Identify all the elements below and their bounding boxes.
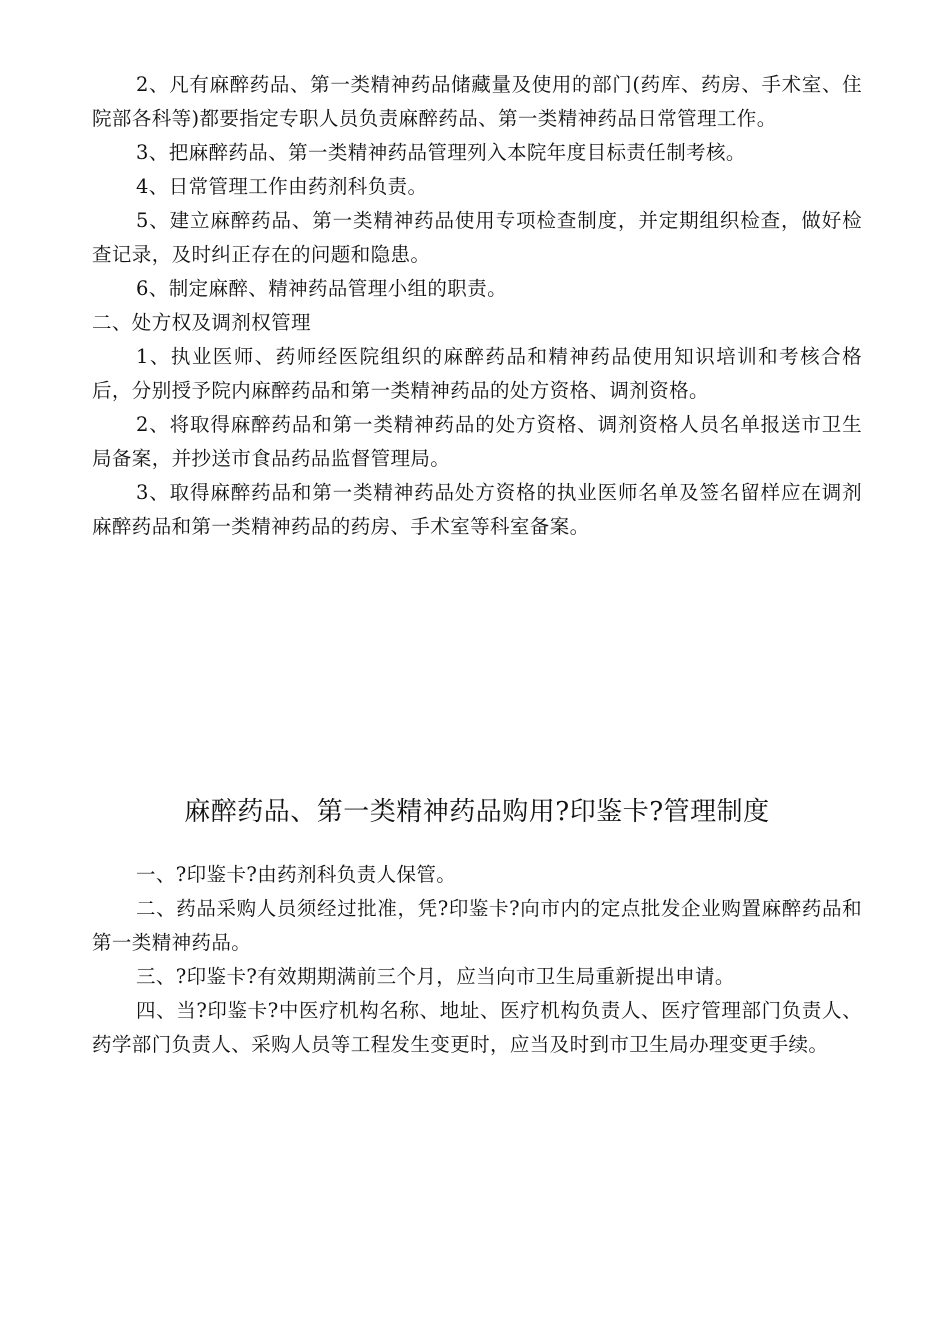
paragraph-rule-4: 四、当?印鉴卡?中医疗机构名称、地址、医疗机构负责人、医疗管理部门负责人、药学部门负责人、采购人员等工程发生变更时，应当及时到市卫生局办理变更手续。 (92, 999, 862, 1056)
paragraph-sub-item-3: 3、取得麻醉药品和第一类精神药品处方资格的执业医师名单及签名留样应在调剂麻醉药品和第一类精神药品的药房、手术室等科室备案。 (92, 481, 862, 538)
section-heading-prescription-rights: 二、处方权及调剂权管理 (92, 311, 311, 334)
regulation-section-2 (92, 858, 862, 1062)
paragraph-item-5: 5、建立麻醉药品、第一类精神药品使用专项检查制度，并定期组织检查，做好检查记录，及时纠正存在的问题和隐患。 (92, 209, 862, 266)
paragraph-item-6: 6、制定麻醉、精神药品管理小组的职责。 (136, 277, 508, 300)
paragraph-sub-item-2: 2、将取得麻醉药品和第一类精神药品的处方资格、调剂资格人员名单报送市卫生局备案，并抄送市食品药品监督管理局。 (92, 413, 862, 470)
regulation-section-1 (92, 68, 862, 544)
paragraph-sub-item-1: 1、执业医师、药师经医院组织的麻醉药品和精神药品使用知识培训和考核合格后，分别授予院内麻醉药品和第一类精神药品的处方资格、调剂资格。 (92, 345, 862, 402)
paragraph-rule-1: 一、?印鉴卡?由药剂科负责人保管。 (136, 863, 457, 886)
paragraph-item-3: 3、把麻醉药品、第一类精神药品管理列入本院年度目标责任制考核。 (136, 141, 746, 164)
paragraph-item-2: 2、凡有麻醉药品、第一类精神药品储藏量及使用的部门(药库、药房、手术室、住院部各科等)都要指定专职人员负责麻醉药品、第一类精神药品日常管理工作。 (92, 73, 862, 130)
paragraph-item-4: 4、日常管理工作由药剂科负责。 (136, 175, 428, 198)
paragraph-rule-2: 二、药品采购人员须经过批准，凭?印鉴卡?向市内的定点批发企业购置麻醉药品和第一类精神药品。 (92, 897, 862, 954)
paragraph-rule-3: 三、?印鉴卡?有效期期满前三个月，应当向市卫生局重新提出申请。 (136, 965, 735, 988)
document-title: 麻醉药品、第一类精神药品购用?印鉴卡?管理制度 (184, 797, 770, 827)
